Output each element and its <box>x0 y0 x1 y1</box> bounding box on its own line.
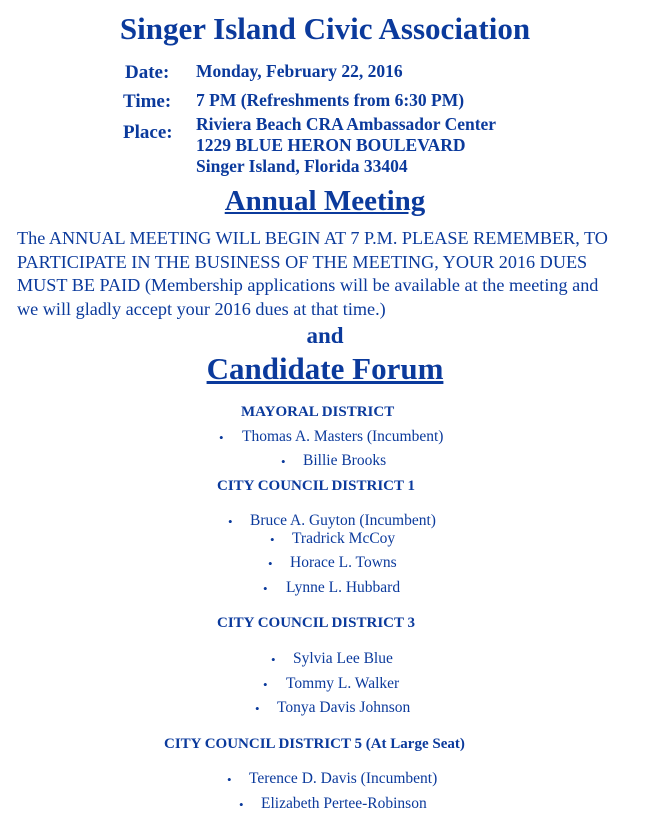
bullet-icon: • <box>219 430 224 445</box>
candidate: Billie Brooks <box>303 452 387 469</box>
time-label: Time: <box>123 91 172 112</box>
section-title: CITY COUNCIL DISTRICT 5 (At Large Seat) <box>164 736 465 752</box>
bullet-icon: • <box>228 514 233 529</box>
bullet-icon: • <box>270 532 275 547</box>
and-text: and <box>306 323 344 348</box>
bullet-icon: • <box>263 677 268 692</box>
place-line: Riviera Beach CRA Ambassador Center <box>196 114 497 134</box>
date-label: Date: <box>125 62 170 83</box>
candidate: Tonya Davis Johnson <box>277 699 411 716</box>
section-title: CITY COUNCIL DISTRICT 3 <box>217 615 415 631</box>
paragraph-line: we will gladly accept your 2016 dues at that time.) <box>17 298 386 319</box>
bullet-icon: • <box>239 797 244 812</box>
annual-meeting-heading <box>0 187 650 216</box>
candidate: Bruce A. Guyton (Incumbent) <box>250 512 436 529</box>
candidate-forum-heading-text: Candidate Forum <box>206 351 444 386</box>
bullet-icon: • <box>271 652 276 667</box>
paragraph-line: The ANNUAL MEETING WILL BEGIN AT 7 P.M. PLEASE REMEMBER, TO <box>17 228 608 248</box>
date-value: Monday, February 22, 2016 <box>196 61 403 81</box>
candidate: Elizabeth Pertee-Robinson <box>261 795 427 812</box>
bullet-icon: • <box>263 581 268 596</box>
time-value: 7 PM (Refreshments from 6:30 PM) <box>196 90 465 110</box>
paragraph-line: PARTICIPATE IN THE BUSINESS OF THE MEETING, YOUR 2016 DUES <box>17 251 588 272</box>
page-title: Singer Island Civic Association <box>119 11 531 46</box>
candidate: Lynne L. Hubbard <box>286 579 401 596</box>
candidate: Tradrick McCoy <box>292 530 396 547</box>
place-line: 1229 BLUE HERON BOULEVARD <box>196 135 466 155</box>
candidate: Tommy L. Walker <box>286 675 400 692</box>
bullet-icon: • <box>281 454 286 469</box>
annual-meeting-heading-text: Annual Meeting <box>224 185 426 217</box>
place-label: Place: <box>123 122 173 143</box>
candidate: Thomas A. Masters (Incumbent) <box>242 428 444 445</box>
candidate: Sylvia Lee Blue <box>293 650 393 667</box>
bullet-icon: • <box>255 701 260 716</box>
section-title: CITY COUNCIL DISTRICT 1 <box>217 478 415 494</box>
candidate-forum-heading <box>0 353 650 384</box>
annual-meeting-text <box>17 227 642 321</box>
candidate: Horace L. Towns <box>290 554 397 571</box>
candidate: Terence D. Davis (Incumbent) <box>249 770 438 787</box>
bullet-icon: • <box>227 772 232 787</box>
place-line: Singer Island, Florida 33404 <box>196 156 408 176</box>
section-title: MAYORAL DISTRICT <box>241 404 395 420</box>
bullet-icon: • <box>268 556 273 571</box>
paragraph-line: MUST BE PAID (Membership applications will be available at the meeting and <box>17 275 599 295</box>
